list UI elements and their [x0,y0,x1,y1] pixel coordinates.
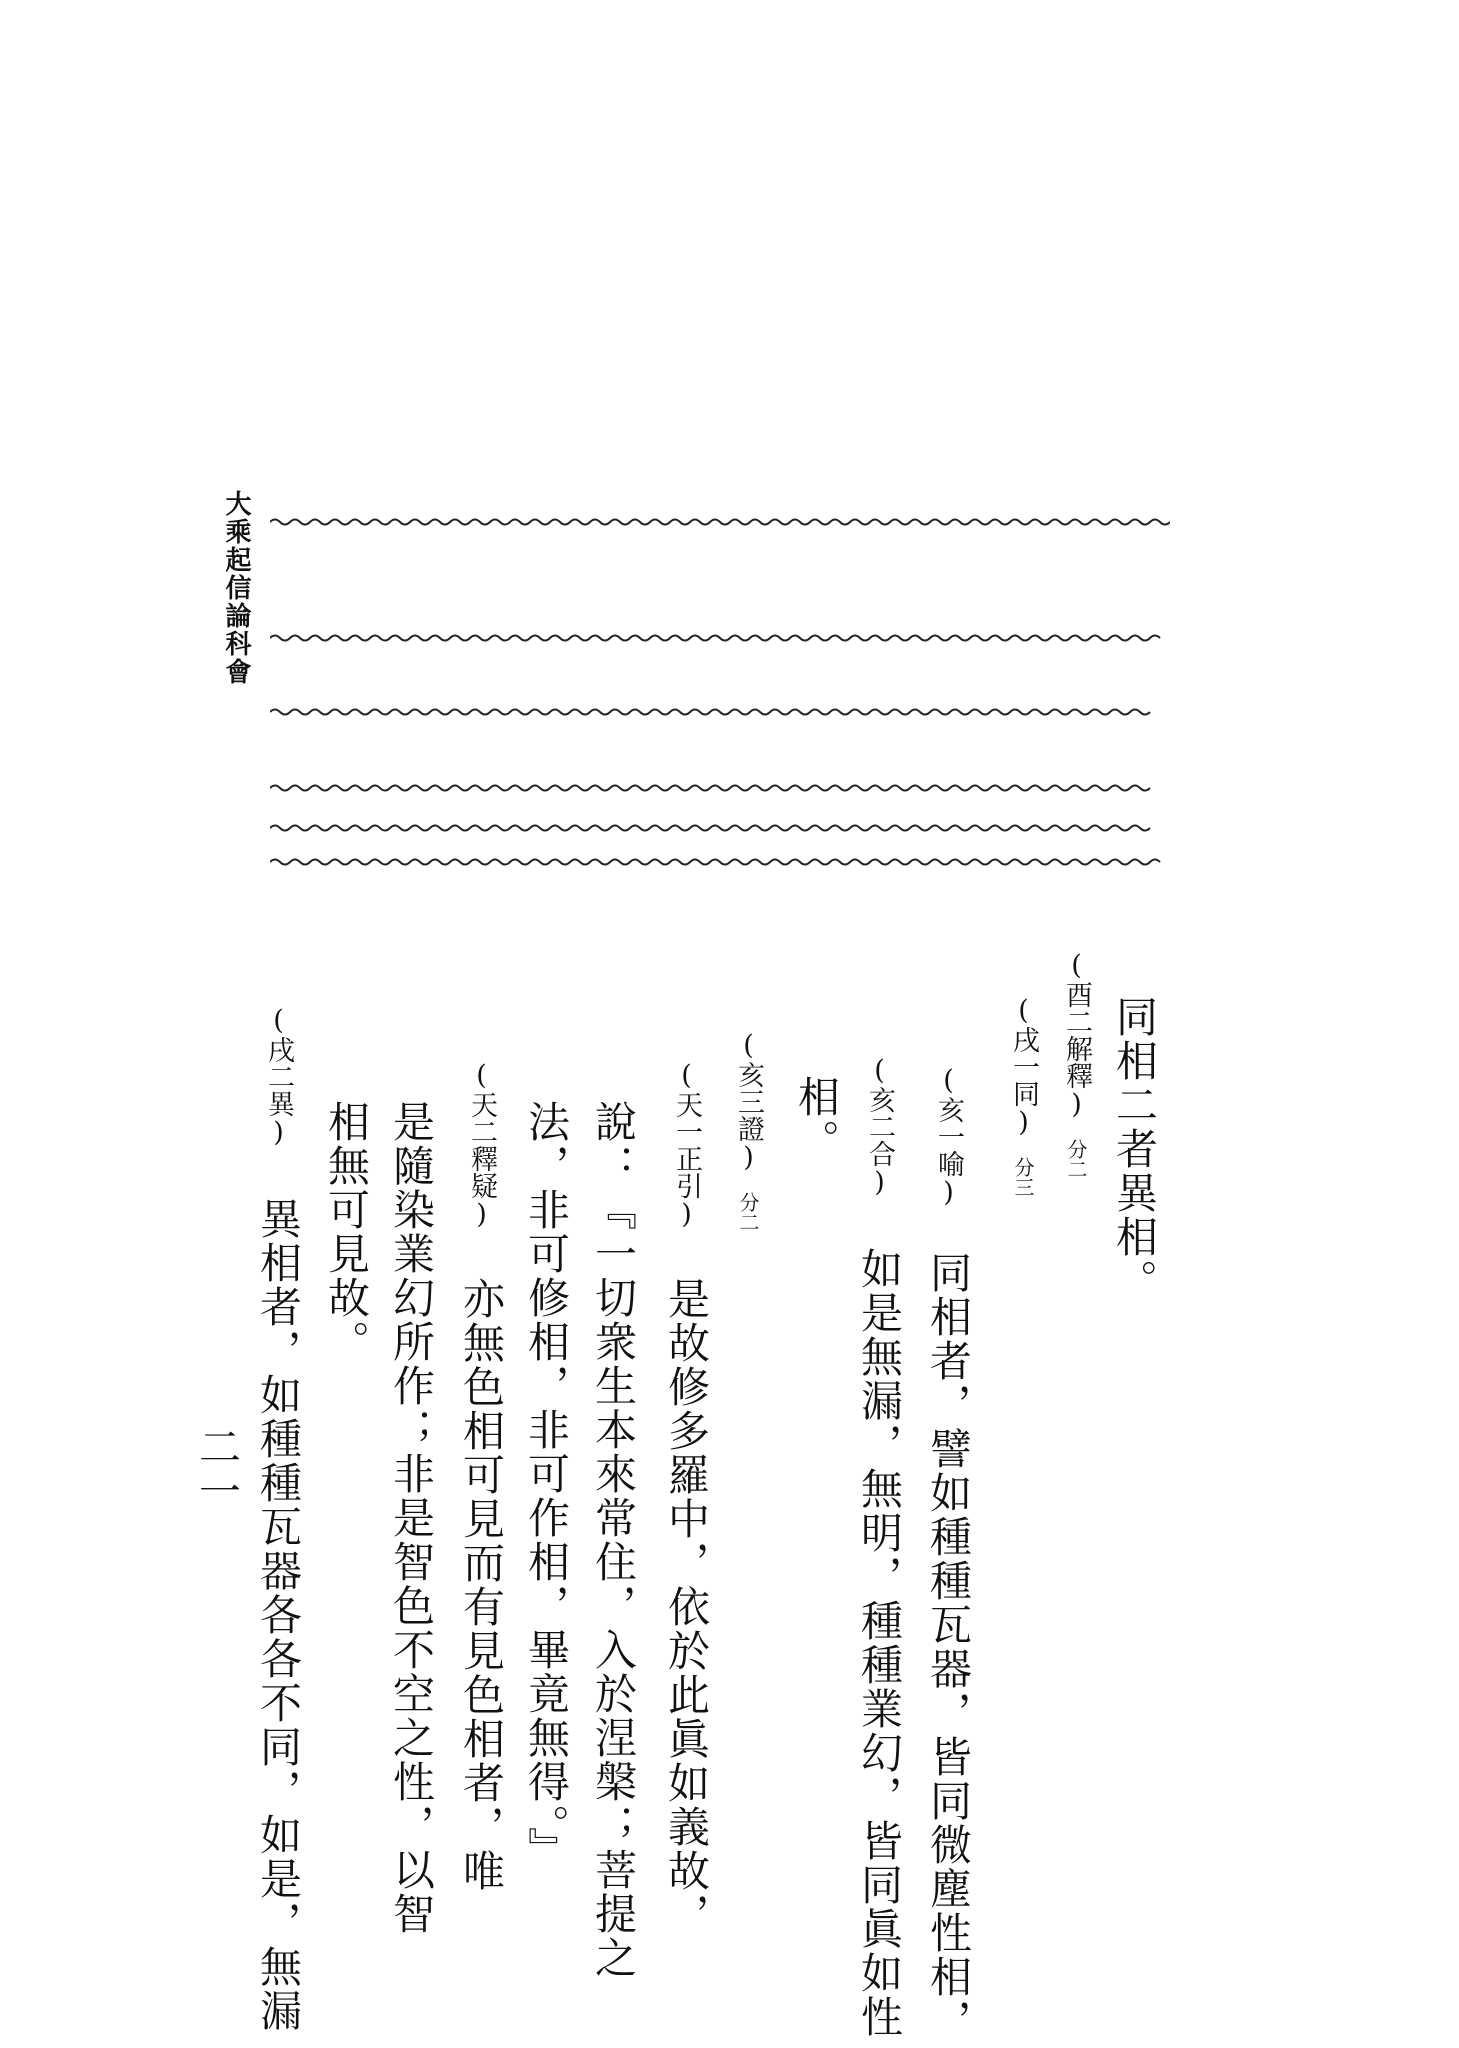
text-column-8 [662,1060,711,1937]
section-label: (亥二合) [864,1055,895,1198]
column-text: 亦無色相可見而有見色相者，唯 [457,1277,506,1893]
section-suffix: 分二 [736,1192,760,1232]
text-column-6 [792,1075,841,1163]
text-column-7 [735,1030,762,1232]
section-suffix: 分二 [1064,1139,1088,1179]
section-label: (天二釋疑) [466,1060,497,1230]
wavy-rule-line [270,704,1170,720]
wavy-rule-line [270,820,1170,836]
wavy-rule-line [270,514,1170,530]
text-column-11 [457,1060,506,1893]
section-label: (戌二異) [263,1005,294,1148]
text-column-14 [254,1005,303,2033]
text-column-12 [387,1100,436,1936]
section-label: (天一正引) [671,1060,702,1230]
section-label: (亥三證) [733,1030,764,1173]
section-label: (酉二解釋) [1061,950,1092,1120]
text-column-4 [924,1065,973,2043]
column-text: 說：『一切衆生本來常住，入於涅槃；菩提之 [589,1100,638,1980]
section-suffix: 分三 [1011,1157,1035,1197]
text-column-9 [589,1100,638,1980]
page-number: 二一 [193,1425,242,1513]
section-label: (亥一喻) [933,1065,964,1208]
text-column-10 [522,1100,571,1871]
column-text: 同相者，譬如種種瓦器，皆同微塵性相， [924,1251,973,2043]
column-text: 如是無漏，無明，種種業幻，皆同眞如性 [855,1247,904,2039]
text-column-5 [855,1055,904,2039]
wavy-rule-line [270,854,1170,870]
text-column-3 [1010,995,1037,1197]
column-text: 相。 [792,1075,841,1163]
column-text: 法，非可修相，非可作相，畢竟無得。』 [522,1100,571,1871]
section-label: (戌一同) [1008,995,1039,1138]
column-text: 是故修多羅中，依於此眞如義故， [662,1277,711,1937]
wavy-rule-line [270,630,1170,646]
column-text: 相無可見故。 [322,1100,371,1364]
text-column-13 [322,1100,371,1364]
column-text: 同相二者異相。 [1110,995,1159,1303]
column-text: 是隨染業幻所作；非是智色不空之性，以智 [387,1100,436,1936]
running-header-title: 大乘起信論科會 [221,490,251,686]
wavy-rule-line [270,780,1170,796]
text-column-2 [1063,950,1090,1179]
text-column-1 [1110,995,1159,1303]
column-text: 異相者，如種種瓦器各各不同，如是，無漏 [254,1197,303,2033]
